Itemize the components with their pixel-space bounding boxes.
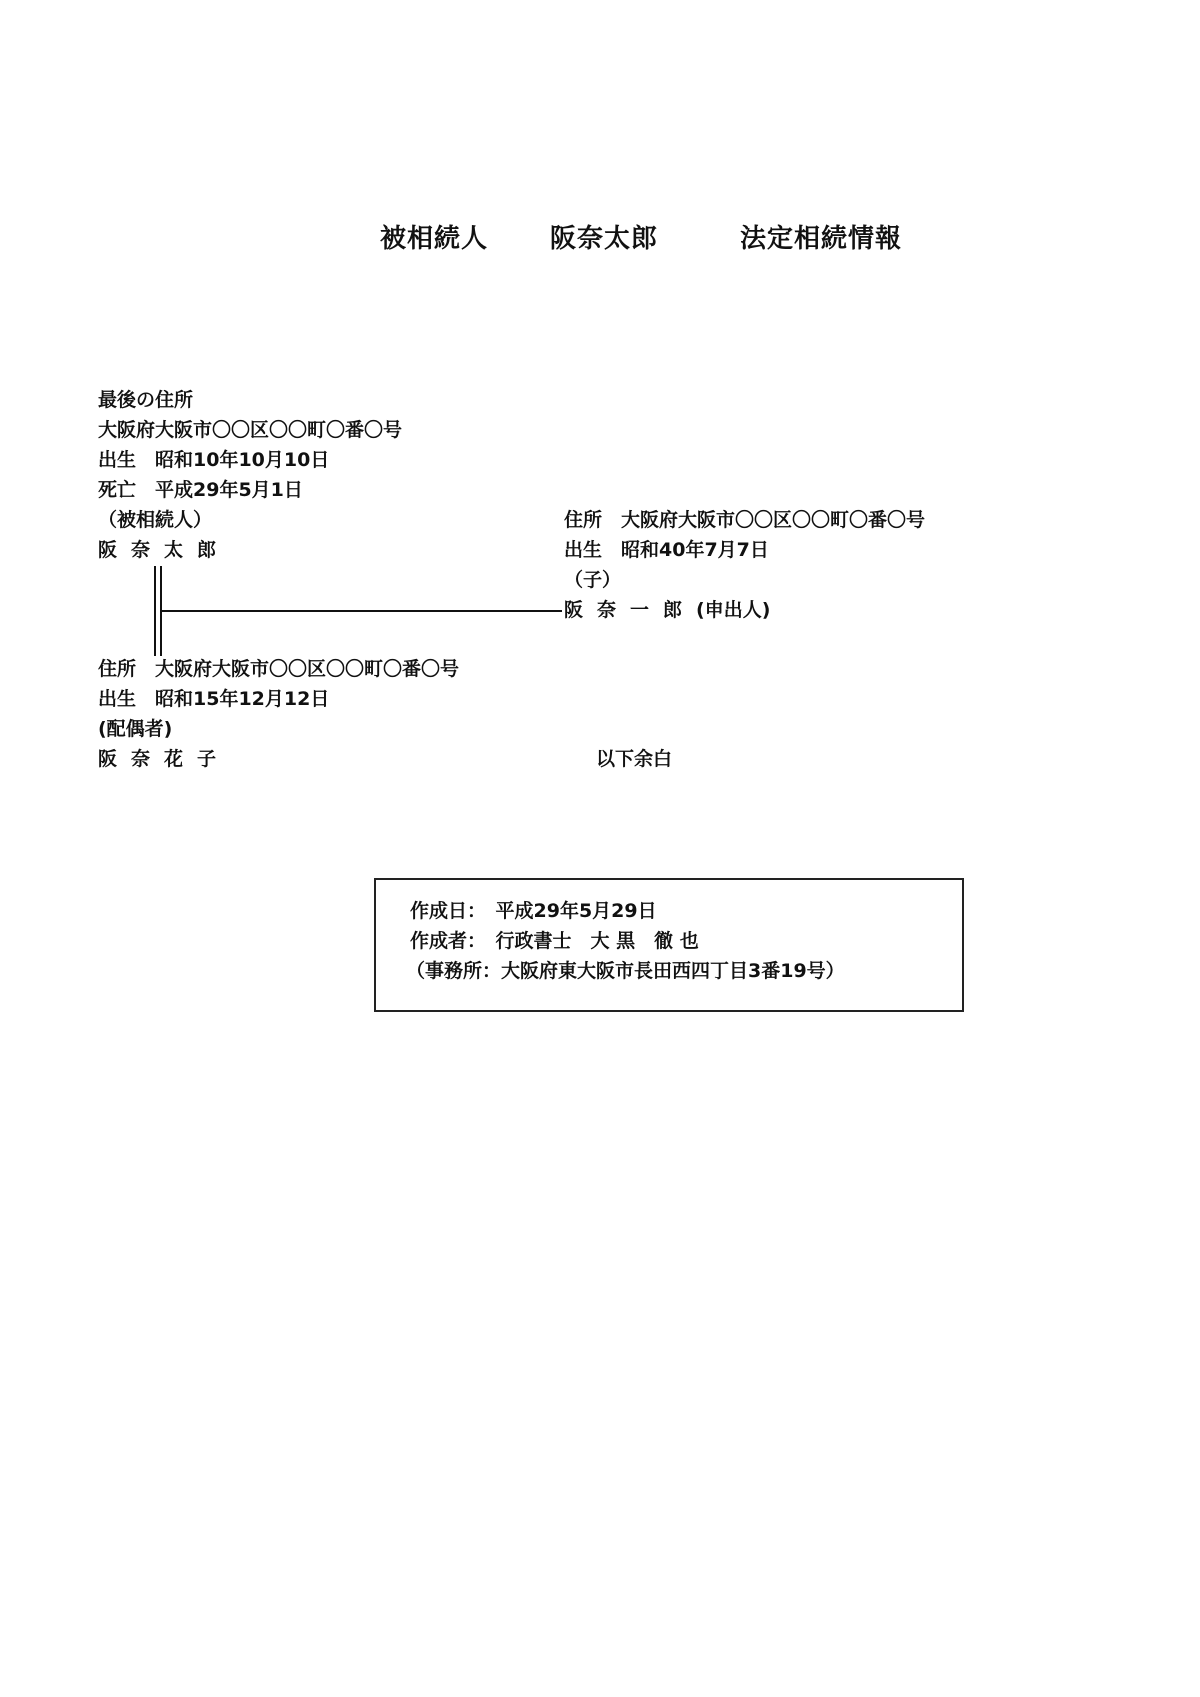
created-by: 作成者： 行政書士 大 黒 徹 也 xyxy=(410,930,699,952)
child-name-row xyxy=(564,597,770,623)
end-note: 以下余白 xyxy=(596,748,673,770)
child-name: 阪奈一郎 xyxy=(564,599,697,621)
spouse-birth: 出生 昭和15年12月12日 xyxy=(98,688,330,710)
decedent-birth: 出生 昭和10年10月10日 xyxy=(98,449,330,471)
child-birth: 出生 昭和40年7月7日 xyxy=(564,539,769,561)
created-date: 作成日： 平成29年5月29日 xyxy=(410,900,657,922)
marriage-line-left xyxy=(154,566,156,656)
title-subject: 法定相続情報 xyxy=(740,224,903,254)
decedent-address: 大阪府大阪市〇〇区〇〇町〇番〇号 xyxy=(98,419,403,441)
decedent-death: 死亡 平成29年5月1日 xyxy=(98,479,303,501)
child-address: 住所 大阪府大阪市〇〇区〇〇町〇番〇号 xyxy=(564,509,926,531)
decedent-role: （被相続人） xyxy=(98,509,213,531)
spouse-name: 阪奈花子 xyxy=(98,748,231,770)
child-connector-line xyxy=(160,610,562,612)
decedent-name: 阪奈太郎 xyxy=(98,539,231,561)
title-heading: 被相続人 xyxy=(380,224,489,254)
spouse-role: (配偶者) xyxy=(98,718,173,740)
child-role: （子） xyxy=(564,569,622,591)
title-decedent-name: 阪奈太郎 xyxy=(550,224,659,254)
decedent-last-address-label: 最後の住所 xyxy=(98,389,194,411)
spouse-address: 住所 大阪府大阪市〇〇区〇〇町〇番〇号 xyxy=(98,658,460,680)
creator-info-box xyxy=(374,878,964,1012)
child-name-suffix: (申出人) xyxy=(696,599,771,621)
office-address: （事務所：大阪府東大阪市長田西四丁目3番19号） xyxy=(406,960,845,982)
